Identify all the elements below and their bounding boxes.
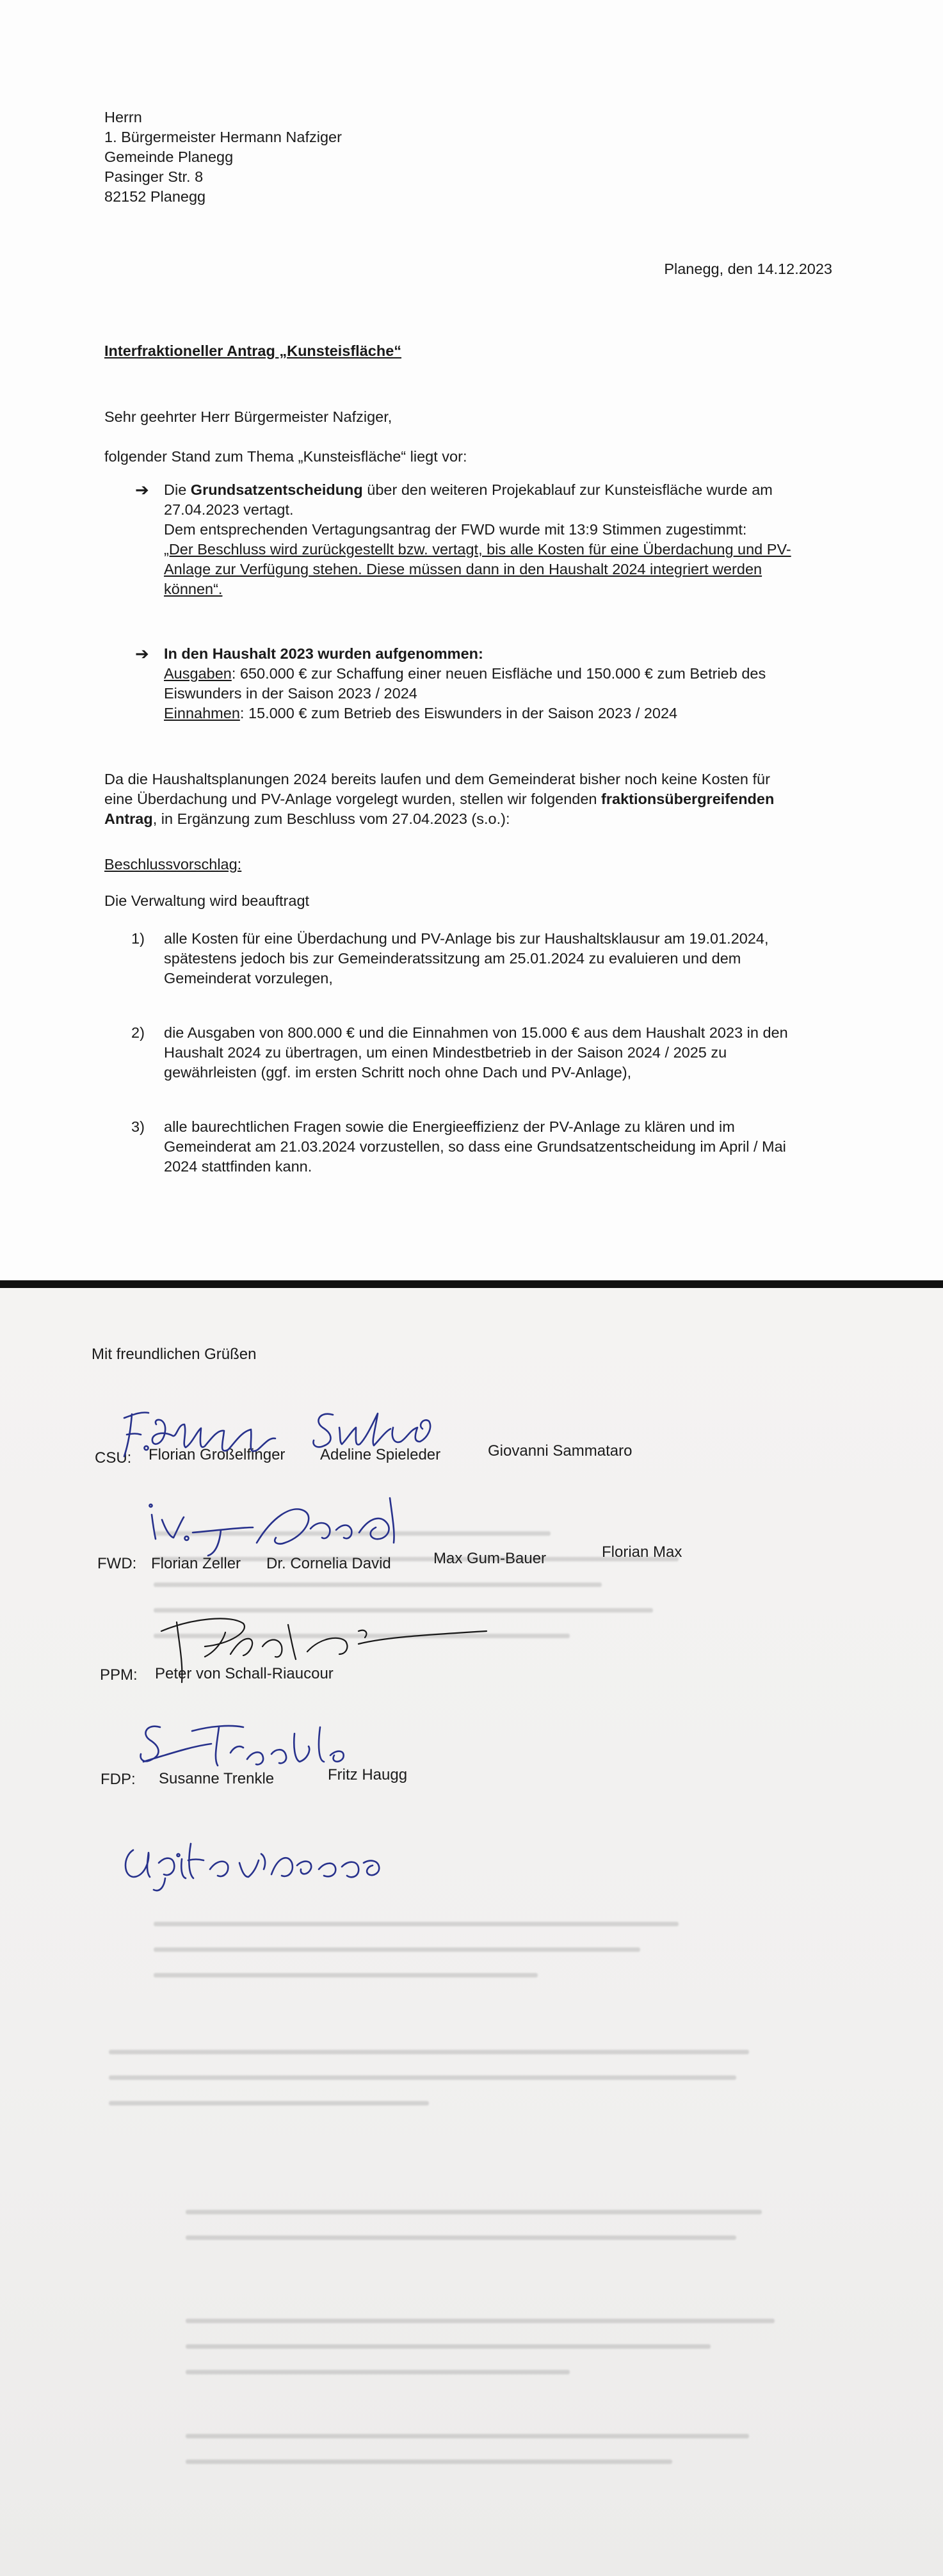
signer-name: Max Gum-Bauer [433, 1550, 547, 1567]
paragraph-line-1: Da die Haushaltsplanungen 2024 bereits laufen und dem Gemeinderat bisher noch keine Kosten für [104, 771, 770, 787]
signer-name: Peter von Schall-Riaucour [155, 1665, 334, 1682]
bullet-1-quote-1: „Der Beschluss wird zurückgestellt bzw. vertagt, bis alle Kosten für eine Überdachung und PV- [164, 541, 791, 558]
bullet-2-ausgaben: Ausgaben: 650.000 € zur Schaffung einer neuen Eisfläche und 150.000 € zum Betrieb des [164, 665, 766, 682]
bullet-1-quote-3: können“. [164, 581, 223, 597]
recipient-line-4: Pasinger Str. 8 [104, 168, 204, 185]
bullet-1-quote-2: Anlage zur Verfügung stehen. Diese müssen dann in den Haushalt 2024 integriert werden [164, 561, 762, 577]
paragraph-line-3: Antrag, in Ergänzung zum Beschluss vom 27.04.2023 (s.o.): [104, 810, 510, 827]
signer-name: Florian Großelfinger [149, 1446, 286, 1463]
item-1-line-3: Gemeinderat vorzulegen, [164, 970, 333, 986]
bullet-1-line-2: 27.04.2023 vertagt. [164, 501, 294, 518]
signature-fdp [134, 1708, 403, 1778]
item-2-line-2: Haushalt 2024 zu übertragen, um einen Mindestbetrieb in der Saison 2024 / 2025 zu [164, 1044, 727, 1061]
bullet-2-einnahmen: Einnahmen: 15.000 € zum Betrieb des Eiswunders in der Saison 2023 / 2024 [164, 705, 678, 721]
salutation: Sehr geehrter Herr Bürgermeister Nafziger, [104, 408, 392, 425]
signature-ppm [154, 1593, 512, 1689]
recipient-line-3: Gemeinde Planegg [104, 149, 234, 165]
bullet-2-ausgaben-line-2: Eiswunders in der Saison 2023 / 2024 [164, 685, 417, 702]
letter-date: Planegg, den 14.12.2023 [664, 261, 832, 277]
intro-text: folgender Stand zum Thema „Kunsteisfläche“ liegt vor: [104, 448, 467, 465]
item-3-line-1: alle baurechtlichen Fragen sowie die Energieeffizienz der PV-Anlage zu klären und im [164, 1118, 735, 1135]
item-3-line-2: Gemeinderat am 21.03.2024 vorzustellen, so dass eine Grundsatzentscheidung im April / Mai [164, 1138, 786, 1155]
beschlussvorschlag-label: Beschlussvorschlag: [104, 856, 242, 873]
item-1-line-1: alle Kosten für eine Überdachung und PV-Anlage bis zur Haushaltsklausur am 19.01.2024, [164, 930, 769, 947]
beauftragt-text: Die Verwaltung wird beauftragt [104, 892, 310, 909]
recipient-line-5: 82152 Planegg [104, 188, 206, 205]
signer-name: Adeline Spieleder [320, 1446, 441, 1463]
party-label-csu: CSU: [95, 1449, 132, 1467]
signer-name: Fritz Haugg [328, 1766, 408, 1783]
item-2-number: 2) [131, 1024, 145, 1041]
party-label-fwd: FWD: [97, 1555, 137, 1572]
signature-csu-1 [115, 1405, 294, 1463]
closing-text: Mit freundlichen Grüßen [92, 1346, 257, 1363]
party-label-ppm: PPM: [100, 1666, 138, 1684]
signature-csu-2 [307, 1402, 448, 1460]
item-2-line-3: gewährleisten (ggf. im ersten Schritt noch ohne Dach und PV-Anlage), [164, 1064, 632, 1081]
recipient-line-1: Herrn [104, 109, 142, 125]
recipient-line-2: 1. Bürgermeister Hermann Nafziger [104, 129, 342, 145]
bullet-1-line-1: Die Grundsatzentscheidung über den weiteren Projekablauf zur Kunsteisfläche wurde am [164, 481, 773, 498]
bullet-1-line-3: Dem entsprechenden Vertagungsantrag der FWD wurde mit 13:9 Stimmen zugestimmt: [164, 521, 747, 538]
item-2-line-1: die Ausgaben von 800.000 € und die Einnahmen von 15.000 € aus dem Haushalt 2023 in den [164, 1024, 788, 1041]
item-1-number: 1) [131, 930, 145, 947]
signer-name: Susanne Trenkle [159, 1770, 275, 1787]
signature-fwd [144, 1492, 413, 1562]
signer-name: Florian Zeller [151, 1555, 241, 1572]
signer-name: Florian Max [602, 1543, 682, 1561]
letter-page-2 [0, 1288, 943, 2576]
item-3-number: 3) [131, 1118, 145, 1135]
subject-line: Interfraktioneller Antrag „Kunsteisfläche“ [104, 342, 402, 359]
paragraph-line-2: eine Überdachung und PV-Anlage vorgelegt wurden, stellen wir folgenden fraktionsübergreifenden [104, 791, 775, 807]
item-3-line-3: 2024 stattfinden kann. [164, 1158, 312, 1175]
arrow-bullet-icon: ➔ [135, 480, 149, 499]
signature-additional [114, 1818, 447, 1895]
page-seam [0, 1280, 943, 1288]
signer-name: Dr. Cornelia David [266, 1555, 391, 1572]
signer-name: Giovanni Sammataro [488, 1442, 633, 1460]
arrow-bullet-icon: ➔ [135, 644, 149, 663]
item-1-line-2: spätestens jedoch bis zur Gemeinderatssitzung am 25.01.2024 zu evaluieren und dem [164, 950, 741, 967]
bullet-2-heading: In den Haushalt 2023 wurden aufgenommen: [164, 645, 483, 662]
party-label-fdp: FDP: [101, 1771, 136, 1788]
